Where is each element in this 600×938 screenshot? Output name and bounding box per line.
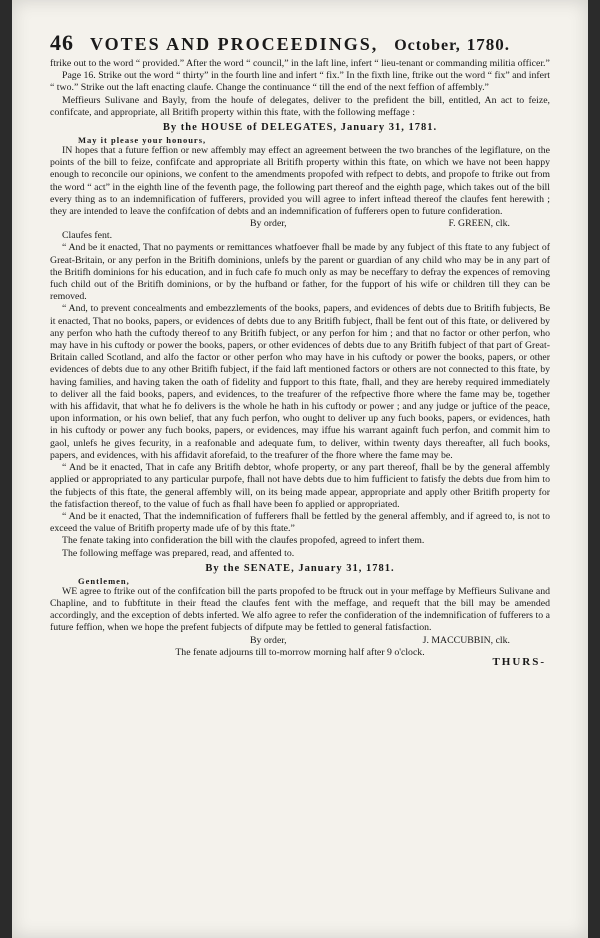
house-salutation: May it please your honours, — [78, 135, 207, 146]
senate-salutation: Gentlemen, — [78, 575, 130, 586]
document-page — [12, 0, 588, 938]
clause: “ And be it enacted, That no payments or remittances whatfoever fhall be made by any fubject of this ftate to any fubject of Great-Britain, or any perfon in the Britifh dominions, unlefs by the parent or guardian of any child who may be in any part of the Britifh dominions for his education, and in fuch cafe fo much only as may be neceffary to defray the expences of removing fuch child out of the Britifh dominions, or by the hufband or father, for the fupport of his wife or children till they can be removed. — [50, 242, 550, 303]
adjournment-note: The fenate adjourns till to-morrow morning half after 9 o'clock. — [175, 646, 425, 658]
by-order: By order, — [250, 634, 287, 646]
paragraph: The fenate taking into confideration the bill with the claufes propofed, agreed to infert them. — [62, 535, 425, 547]
page-title: VOTES AND PROCEEDINGS, — [90, 34, 379, 54]
house-message-body: IN hopes that a future feffion or new affembly may effect an agreement between the two branches of the legiflature, on the points of the bill to feize, confifcate and appropriate all Britifh property within this ftate, on which we have not been happy enough to reconcile our opinions, we confent to the amendments propofed with refpect to debts, and propofe to ftrike out from the word “ act” in the eighth line of the feventh page, the following part thereof and the eighth page, which takes out of the bill every thing as to an indemnification of fufferers, provided you will agree to infert inftead thereof the claufes fent herewith ; they are intended to leave the confifcation of debts and an indemnification of fufferers open to future confideration. — [50, 145, 550, 218]
running-header — [50, 30, 550, 56]
header-year: 1780. — [466, 35, 510, 54]
paragraph: Meffieurs Sulivane and Bayly, from the houfe of delegates, deliver to the prefident the bill, entitled, An act to feize, confifcate, and appropriate, all Britifh property within this ftate, with the following meffage : — [50, 94, 550, 118]
catchword: THURS- — [492, 655, 546, 668]
clause: “ And be it enacted, That in cafe any Britifh debtor, whofe property, or any part thereof, fhall be by the general affembly applied or appropriated to any particular purpofe, fhall not have debts due to him fufficient to fatisfy the debts due from him to the fubjects of this ftate, the general affembly will, on its being made appear, appropriate and apply other Britifh property for the fatisfaction thereof, to the value of fuch as fhall have been fo applied or appropriated. — [50, 462, 550, 510]
paragraph: ftrike out to the word “ provided.” After the word “ council,” in the laft line, infert “ lieu-tenant or commanding militia officer.” — [50, 58, 550, 69]
senate-signature — [50, 635, 550, 647]
clauses-sent-label: Claufes fent. — [62, 230, 113, 242]
house-message-heading: By the HOUSE of DELEGATES, January 31, 1781. — [162, 122, 438, 134]
page-content — [50, 30, 550, 668]
senate-message-body: WE agree to ftrike out of the confifcation bill the parts propofed to be ftruck out in your meffage by Meffieurs Sulivane and Chapline, and to fubftitute in their ftead the claufes fent with the meffage, and requeft that the bill may be amended accordingly, and the exception of debts inferted. We alfo agree to refer the confideration of the indemnification of fufferers to a future feffion, when we hope the prefent fubjects of difpute may be fettled to general fatisfaction. — [50, 585, 550, 634]
page-number: 46 — [50, 30, 74, 55]
clause: “ And be it enacted, That the indemnification of fufferers fhall be fettled by the general affembly, and if agreed to, is not to exceed the value of Britifh property made ufe of by this ftate.” — [50, 510, 550, 535]
header-month: October, — [394, 37, 461, 54]
paragraph: Page 16. Strike out the word “ thirty” in the fourth line and infert “ fix.” In the fixth line, ftrike out the word “ fix” and infert “ two.” Strike out the laft enacting claufe. Change the continuance “ till the end of the next feffion of affembly.” — [50, 70, 550, 94]
signer-name: J. MACCUBBIN, clk. — [422, 634, 510, 646]
house-signature — [50, 218, 550, 230]
senate-message-heading: By the SENATE, January 31, 1781. — [205, 562, 395, 574]
signer-name: F. GREEN, clk. — [448, 218, 510, 230]
clause: “ And, to prevent concealments and embezzlements of the books, papers, and evidences of debts due to Britifh fubjects, Be it enacted, That no books, papers, or evidences of debts due to any Britifh fubject, fhall be fent out of this ftate, or delivered by any perfon who hath the cuftody thereof to any Britifh fubject, or any perfon for him ; and that no factor or other perfon, who may have in his cuftody or power the books, papers, or other evidences of debts due to any Britifh fubject of that part of Great-Britain called Scotland, and alfo the factor or other perfon who may have in his cuftody or power the books, papers, or other evidences of debts due to any other Britifh fubject, if the faid laft mentioned factors or others are not connected to this ftate, by having families, and having taken the oath of fidelity and fupport to this ftate, fhall, and they are hereby required immediately to deliver all the faid books, papers, and evidences, to the treafurer of the refpective fhore where the fame may be, together with his affidavit, that what he fo delivers is the whole he hath in his cuftody or power ; and any judge or juftice of the peace, upon information, or his own belief, that any fuch perfon, who ought to deliver up any fuch books, papers, or evidences, hath in his cuftody or power any fuch books, papers, or evidences, may iffue his warrant againft fuch perfon, and commit him to gaol, unlefs he gives fecurity, in a reafonable and adequate fum, to deliver, within twenty days thereafter, all fuch books, papers, and evidences, with his affidavit aforefaid, to the treafurer of the fhore where the fame may be. — [50, 303, 550, 461]
paragraph: The following meffage was prepared, read, and affented to. — [62, 547, 295, 559]
by-order: By order, — [250, 218, 287, 230]
